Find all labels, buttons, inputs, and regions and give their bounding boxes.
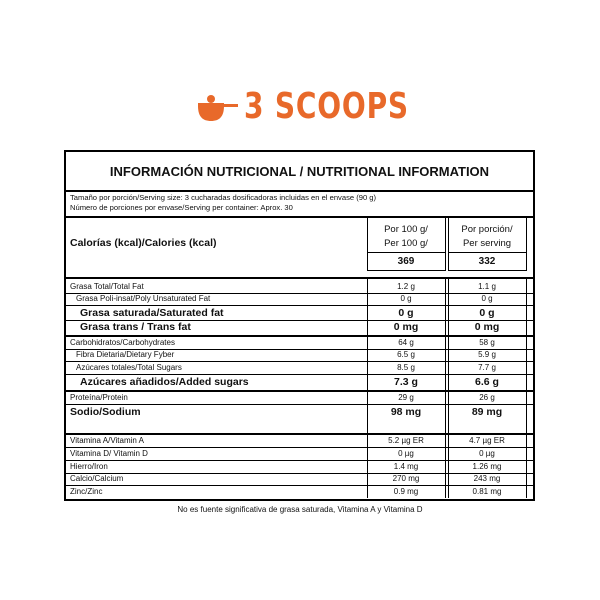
nutrient-value-serving: 0 g bbox=[479, 307, 495, 319]
nutrient-row bbox=[66, 349, 533, 361]
row-divider bbox=[66, 473, 533, 474]
nutrient-value-serving: 0 mg bbox=[474, 321, 500, 333]
column-divider bbox=[448, 218, 449, 271]
nutrient-row bbox=[66, 461, 533, 473]
nutrient-row bbox=[66, 320, 533, 334]
nutrient-row bbox=[66, 337, 533, 349]
nutrient-value-serving: 0.81 mg bbox=[472, 487, 502, 496]
brand-title: 3 SCOOPS bbox=[244, 85, 409, 127]
nutrient-value-serving: 243 mg bbox=[473, 474, 501, 483]
column-divider bbox=[367, 435, 368, 498]
divider bbox=[448, 270, 527, 271]
brand-header bbox=[194, 84, 455, 128]
nutrient-name: Carbohidratos/Carbohydrates bbox=[70, 338, 175, 347]
nutrient-value-per100: 0 g bbox=[400, 294, 412, 303]
label-title: INFORMACIÓN NUTRICIONAL / NUTRITIONAL INFORMATION bbox=[66, 152, 533, 192]
nutrient-value-serving: 89 mg bbox=[471, 406, 503, 418]
nutrient-name: Calcio/Calcium bbox=[70, 474, 124, 483]
col1-header-line2: Per 100 g/ bbox=[384, 238, 428, 249]
row-divider bbox=[66, 361, 533, 362]
nutrient-value-per100: 0 g bbox=[398, 307, 414, 319]
column-divider bbox=[526, 218, 527, 271]
nutrient-value-serving: 4.7 µg ER bbox=[469, 436, 505, 445]
row-divider bbox=[66, 447, 533, 448]
column-divider bbox=[448, 435, 449, 498]
row-divider bbox=[66, 390, 533, 392]
row-divider bbox=[66, 460, 533, 461]
nutrient-name: Grasa Poli-insat/Poly Unsaturated Fat bbox=[76, 294, 211, 303]
divider bbox=[367, 270, 446, 271]
nutrient-row bbox=[66, 375, 533, 389]
col2-header-line1: Por porción/ bbox=[461, 224, 513, 235]
nutrient-value-per100: 270 mg bbox=[392, 474, 420, 483]
nutrient-value-per100: 1.4 mg bbox=[393, 462, 419, 471]
nutrient-name: Grasa trans / Trans fat bbox=[80, 321, 191, 333]
nutrient-value-serving: 5.9 g bbox=[478, 350, 496, 359]
row-divider bbox=[66, 349, 533, 350]
nutrient-value-per100: 98 mg bbox=[390, 406, 422, 418]
divider bbox=[367, 252, 446, 253]
row-divider bbox=[66, 320, 533, 321]
nutrient-value-serving: 1.1 g bbox=[478, 282, 496, 291]
divider bbox=[66, 277, 533, 279]
nutrient-name: Vitamina A/Vitamin A bbox=[70, 436, 144, 445]
scoop-icon bbox=[194, 86, 238, 126]
divider bbox=[66, 216, 533, 218]
nutrient-row bbox=[66, 486, 533, 498]
nutrient-name: Vitamina D/ Vitamin D bbox=[70, 449, 148, 458]
nutrient-row bbox=[66, 448, 533, 460]
column-divider bbox=[526, 435, 527, 498]
nutrient-row bbox=[66, 281, 533, 293]
nutrient-value-serving: 58 g bbox=[479, 338, 495, 347]
row-divider bbox=[66, 335, 533, 337]
column-divider bbox=[526, 279, 527, 433]
nutrition-facts-label bbox=[64, 150, 535, 501]
row-divider bbox=[66, 305, 533, 306]
row-divider bbox=[66, 404, 533, 405]
serving-size: Tamaño por porción/Serving size: 3 cucharadas dosificadoras incluidas en el envase (90 g) bbox=[70, 193, 377, 202]
nutrient-value-per100: 0 µg bbox=[398, 449, 414, 458]
nutrient-row bbox=[66, 392, 533, 404]
serving-info bbox=[70, 193, 376, 213]
nutrient-row bbox=[66, 405, 533, 419]
nutrient-name: Grasa Total/Total Fat bbox=[70, 282, 144, 291]
nutrient-name: Grasa saturada/Saturated fat bbox=[80, 307, 224, 319]
nutrient-value-per100: 0 mg bbox=[393, 321, 419, 333]
nutrient-value-per100: 5.2 µg ER bbox=[388, 436, 424, 445]
nutrient-value-per100: 7.3 g bbox=[394, 376, 418, 388]
nutrient-value-per100: 29 g bbox=[398, 393, 414, 402]
nutrient-value-serving: 0 g bbox=[481, 294, 493, 303]
row-divider bbox=[66, 293, 533, 294]
nutrient-row bbox=[66, 293, 533, 305]
nutrient-name: Zinc/Zinc bbox=[70, 487, 103, 496]
nutrient-name: Sodio/Sodium bbox=[70, 406, 141, 418]
row-divider bbox=[66, 374, 533, 375]
nutrient-row bbox=[66, 473, 533, 485]
nutrient-name: Hierro/Iron bbox=[70, 462, 108, 471]
nutrient-row bbox=[66, 435, 533, 447]
column-divider bbox=[445, 218, 446, 271]
column-divider bbox=[367, 218, 368, 271]
nutrient-value-serving: 6.6 g bbox=[475, 376, 499, 388]
nutrient-value-serving: 1.26 mg bbox=[472, 462, 502, 471]
col1-header-line1: Por 100 g/ bbox=[384, 224, 428, 235]
servings-per-container: Número de porciones por envase/Serving per container: Aprox. 30 bbox=[70, 203, 293, 212]
nutrient-row bbox=[66, 306, 533, 320]
nutrient-value-per100: 0.9 mg bbox=[393, 487, 419, 496]
nutrient-row bbox=[66, 362, 533, 374]
calories-per100: 369 bbox=[397, 256, 415, 267]
col2-header-line2: Per serving bbox=[462, 238, 512, 249]
calories-label: Calorías (kcal)/Calories (kcal) bbox=[70, 237, 217, 249]
nutrient-name: Proteína/Protein bbox=[70, 393, 128, 402]
footnote: No es fuente significativa de grasa saturada, Vitamina A y Vitamina D bbox=[177, 505, 423, 514]
column-divider bbox=[367, 279, 368, 433]
nutrient-value-per100: 6.5 g bbox=[397, 350, 415, 359]
row-divider bbox=[66, 485, 533, 486]
nutrient-value-per100: 8.5 g bbox=[397, 363, 415, 372]
nutrient-value-serving: 0 µg bbox=[479, 449, 495, 458]
nutrient-name: Azúcares totales/Total Sugars bbox=[76, 363, 182, 372]
column-divider bbox=[445, 435, 446, 498]
nutrient-name: Azúcares añadidos/Added sugars bbox=[80, 376, 249, 388]
column-divider bbox=[445, 279, 446, 433]
calories-serving: 332 bbox=[478, 256, 496, 267]
nutrient-name: Fibra Dietaria/Dietary Fyber bbox=[76, 350, 175, 359]
nutrient-value-serving: 26 g bbox=[479, 393, 495, 402]
column-divider bbox=[448, 279, 449, 433]
divider bbox=[448, 252, 527, 253]
nutrient-value-per100: 64 g bbox=[398, 338, 414, 347]
nutrient-value-serving: 7.7 g bbox=[478, 363, 496, 372]
nutrient-value-per100: 1.2 g bbox=[397, 282, 415, 291]
